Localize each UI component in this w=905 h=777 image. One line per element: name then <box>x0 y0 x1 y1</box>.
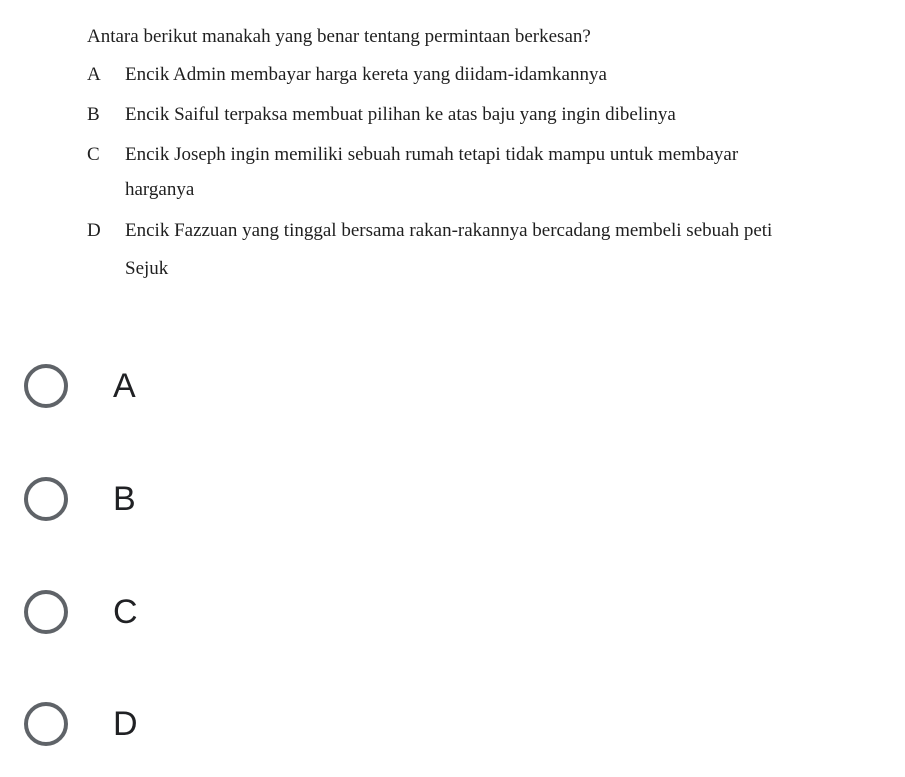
option-text: Encik Saiful terpaksa membuat pilihan ke atas baju yang ingin dibelinya <box>125 104 676 125</box>
radio-button-b[interactable] <box>24 477 68 521</box>
question-text: Antara berikut manakah yang benar tentang permintaan berkesan? <box>87 26 591 47</box>
radio-button-c[interactable] <box>24 590 68 634</box>
radio-button-a[interactable] <box>24 364 68 408</box>
choice-c[interactable] <box>24 584 884 640</box>
question-option-a <box>87 63 607 87</box>
choice-d[interactable] <box>24 696 884 752</box>
option-text: Encik Joseph ingin memiliki sebuah rumah tetapi tidak mampu untuk membayar <box>125 144 739 165</box>
choice-label-c: C <box>113 592 139 631</box>
radio-button-d[interactable] <box>24 702 68 746</box>
choice-a[interactable] <box>24 358 884 414</box>
question-option-c <box>87 143 738 167</box>
option-text-continued: Sejuk <box>125 258 169 279</box>
question-option-d <box>87 219 772 243</box>
choice-b[interactable] <box>24 471 884 527</box>
choice-label-b: B <box>113 479 137 518</box>
option-letter: D <box>87 220 101 241</box>
choice-label-a: A <box>113 366 137 405</box>
option-letter: C <box>87 144 100 165</box>
option-letter: B <box>87 104 100 125</box>
option-text-continued: harganya <box>125 179 195 200</box>
option-text: Encik Admin membayar harga kereta yang diidam-idamkannya <box>125 64 607 85</box>
option-text: Encik Fazzuan yang tinggal bersama rakan-rakannya bercadang membeli sebuah peti <box>125 220 773 241</box>
question-option-b <box>87 103 676 127</box>
choice-label-d: D <box>113 704 139 743</box>
option-letter: A <box>87 64 101 85</box>
